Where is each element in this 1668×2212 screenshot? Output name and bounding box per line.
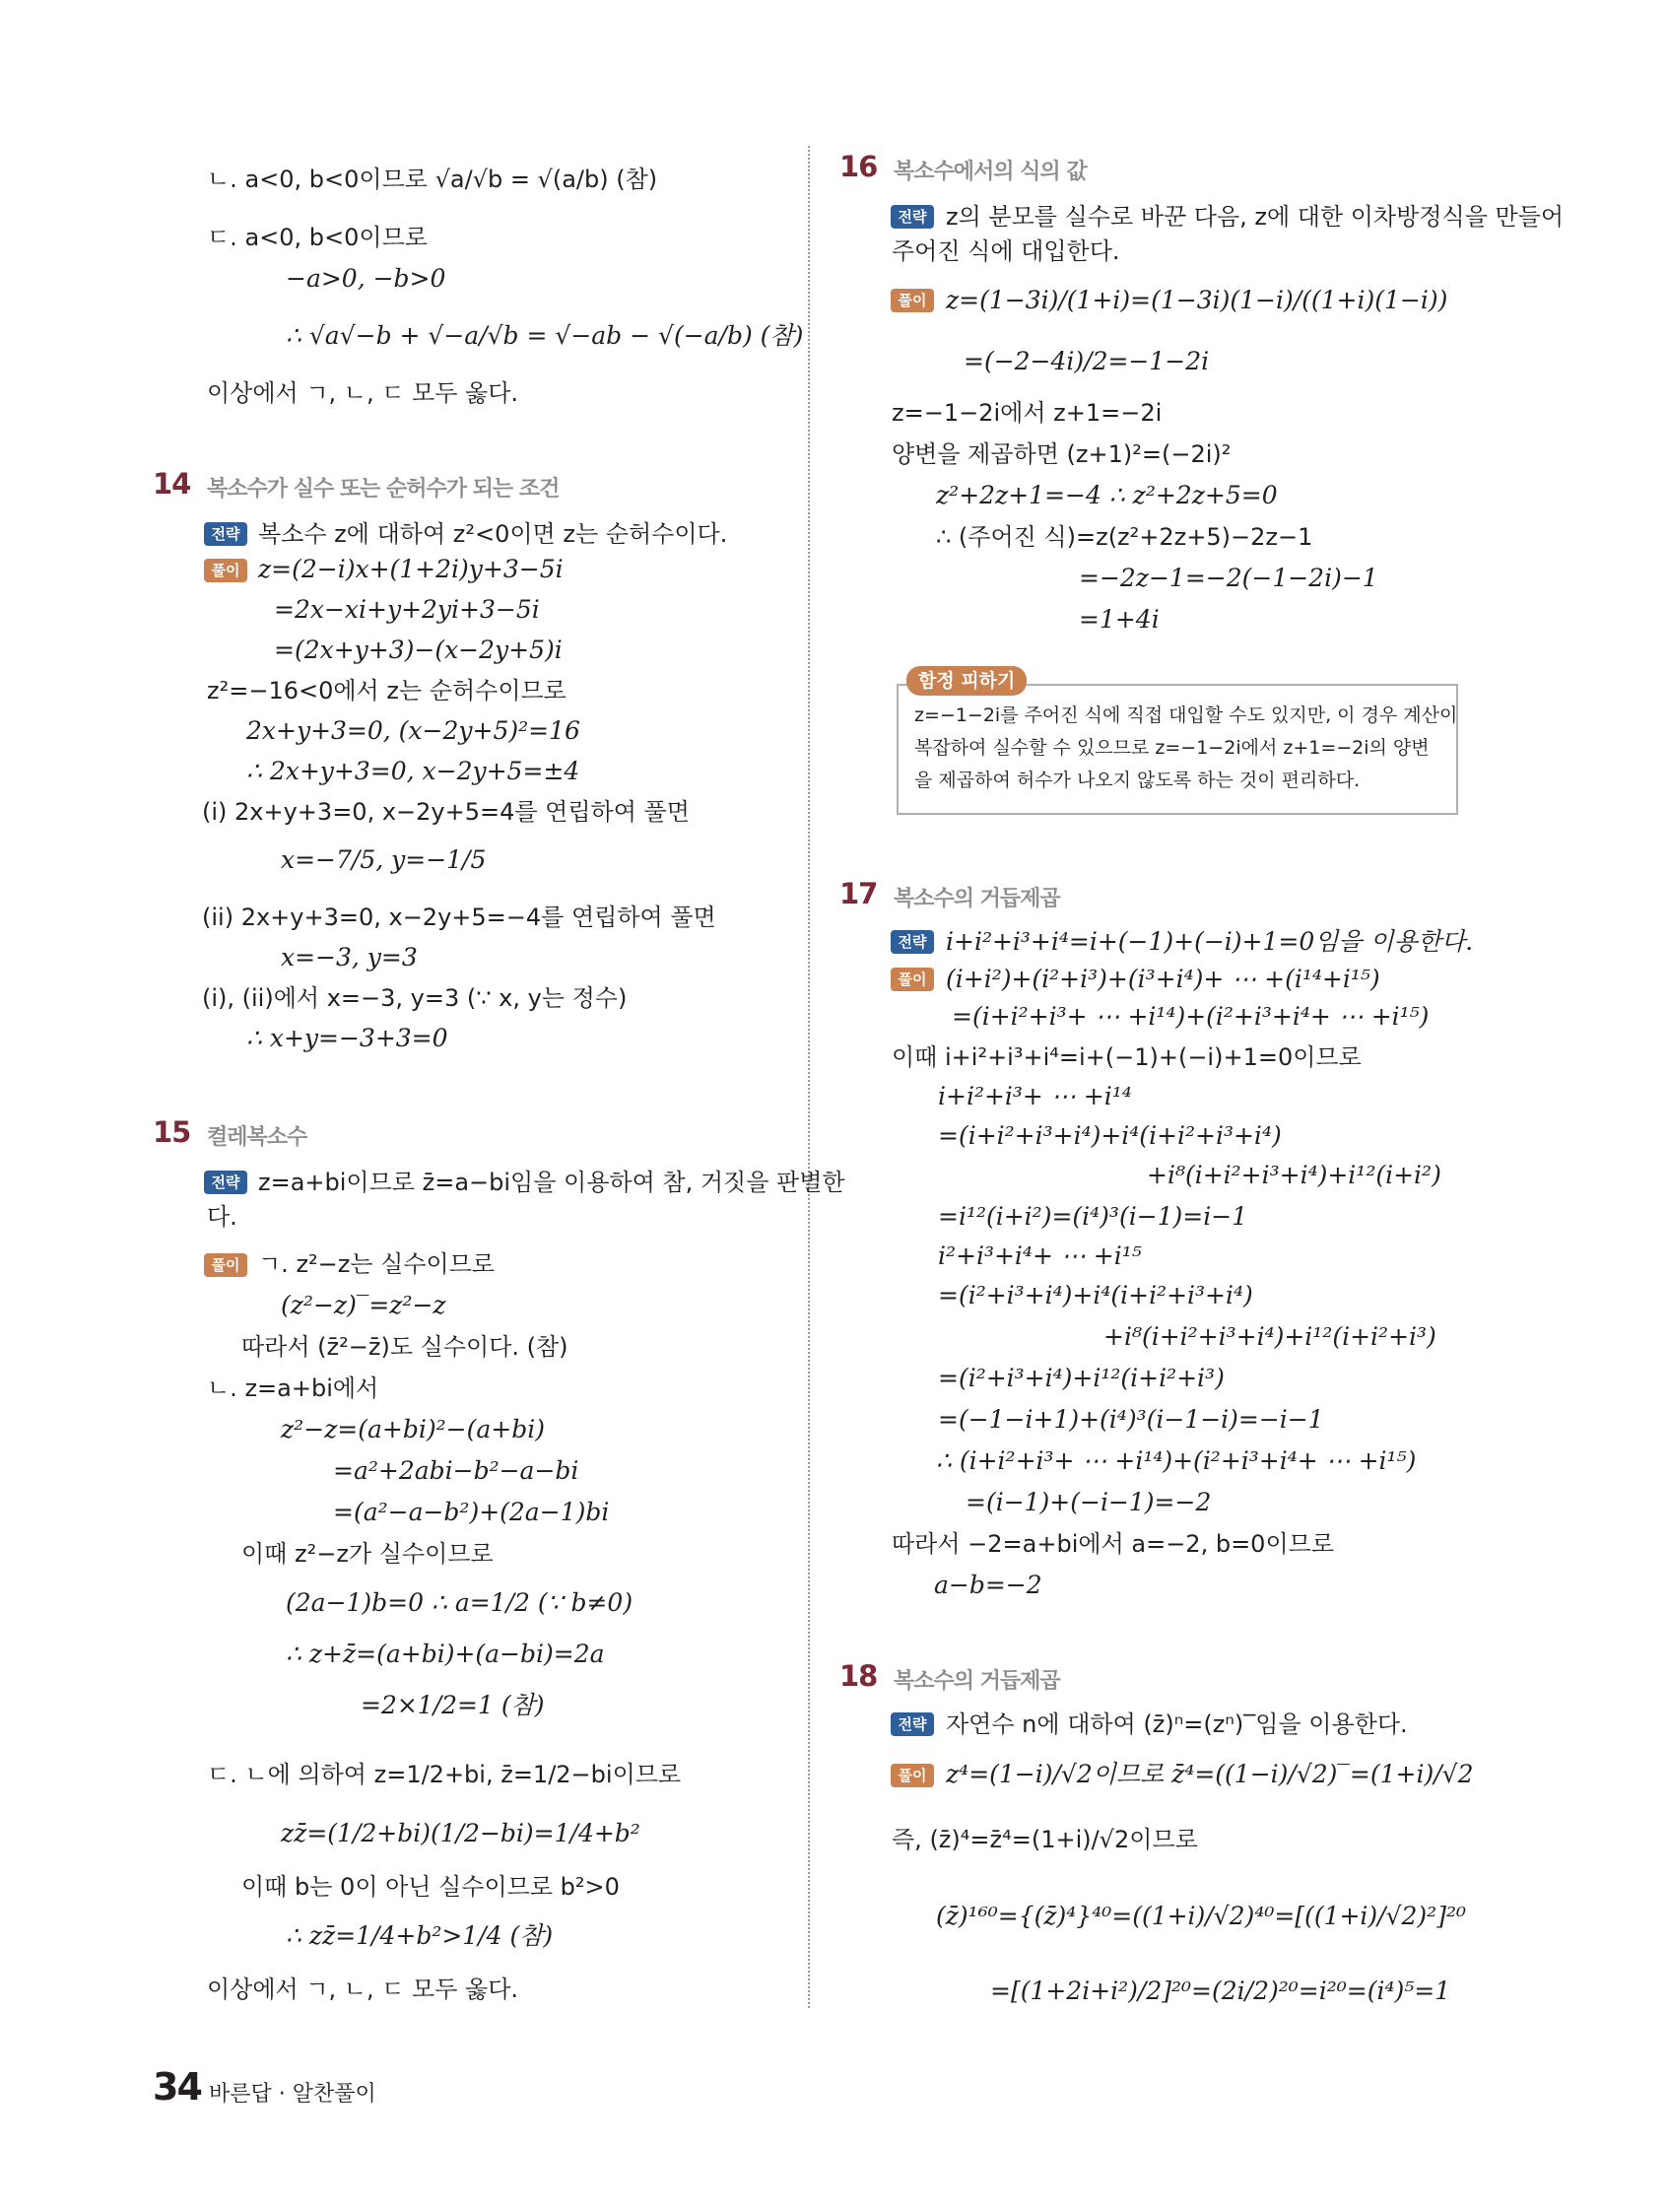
solution-line: =(i+i²+i³+ ⋯ +i¹⁴)+(i²+i³+i⁴+ ⋯ +i¹⁵)	[952, 1002, 1430, 1031]
solution-line: =(i+i²+i³+i⁴)+i⁴(i+i²+i³+i⁴)	[938, 1121, 1282, 1150]
section-number: 14	[153, 467, 191, 501]
strategy-text: i+i²+i³+i⁴=i+(−1)+(−i)+1=0임을 이용한다.	[946, 927, 1474, 956]
strategy-badge: 전략	[891, 205, 934, 229]
solution-line: =−2z−1=−2(−1−2i)−1	[1079, 564, 1378, 592]
solution-line: =i¹²(i+i²)=(i⁴)³(i−1)=i−1	[938, 1202, 1248, 1231]
solution-line: =2×1/2=1 (참)	[361, 1691, 545, 1719]
solution-line: 이상에서 ㄱ, ㄴ, ㄷ 모두 옳다.	[207, 1976, 519, 2003]
solution-line: =1+4i	[1079, 605, 1160, 634]
solution-line: ∴ 2x+y+3=0, x−2y+5=±4	[246, 757, 580, 785]
tip-label: 함정 피하기	[906, 666, 1027, 696]
solution-line: ∴ (i+i²+i³+ ⋯ +i¹⁴)+(i²+i³+i⁴+ ⋯ +i¹⁵)	[936, 1446, 1417, 1475]
solution-line: x=−7/5, y=−1/5	[281, 845, 487, 874]
solution-line: z=(2−i)x+(1+2i)y+3−5i	[258, 555, 564, 583]
solution-line: =(i²+i³+i⁴)+i⁴(i+i²+i³+i⁴)	[938, 1281, 1253, 1309]
intro-line: ∴ √a√−b + √−a/√b = √−ab − √(−a/b) (참)	[286, 321, 804, 350]
solution-line: z²=−16<0에서 z는 순허수이므로	[207, 677, 567, 704]
section-title: 복소수의 거듭제곱	[894, 1669, 1060, 1694]
solution-line: ∴ z+z̄=(a+bi)+(a−bi)=2a	[286, 1640, 605, 1668]
solution-line: i+i²+i³+ ⋯ +i¹⁴	[938, 1082, 1132, 1110]
strategy-text: 자연수 n에 대하여 (z̄)ⁿ=(zⁿ)‾임을 이용한다.	[946, 1710, 1408, 1738]
solve-badge: 풀이	[891, 289, 934, 312]
strategy-text: z=a+bi이므로 z̄=a−bi임을 이용하여 참, 거짓을 판별한	[258, 1169, 845, 1196]
strategy-text: 다.	[207, 1203, 237, 1231]
solution-line: (i) 2x+y+3=0, x−2y+5=4를 연립하여 풀면	[202, 798, 690, 826]
strategy-text: 복소수 z에 대하여 z²<0이면 z는 순허수이다.	[258, 520, 728, 548]
section-title: 복소수가 실수 또는 순허수가 되는 조건	[207, 477, 560, 502]
solution-line: +i⁸(i+i²+i³+i⁴)+i¹²(i+i²)	[1147, 1161, 1441, 1189]
solution-line: (z²−z)‾=z²−z	[281, 1291, 446, 1319]
solution-line: 즉, (z̄)⁴=z̄⁴=(1+i)/√2이므로	[892, 1826, 1198, 1853]
solution-line: z=−1−2i에서 z+1=−2i	[892, 399, 1163, 427]
solution-line: ∴ x+y=−3+3=0	[246, 1024, 448, 1052]
section-number: 15	[153, 1115, 191, 1149]
strategy-badge: 전략	[204, 522, 247, 546]
strategy-badge: 전략	[204, 1171, 247, 1194]
solution-line: =(i²+i³+i⁴)+i¹²(i+i²+i³)	[938, 1364, 1225, 1392]
solution-line: (i), (ii)에서 x=−3, y=3 (∵ x, y는 정수)	[202, 984, 628, 1012]
intro-line: ㄴ. a<0, b<0이므로 √a/√b = √(a/b) (참)	[207, 166, 658, 193]
intro-line: −a>0, −b>0	[286, 264, 446, 293]
solution-line: ㄷ. ㄴ에 의하여 z=1/2+bi, z̄=1/2−bi이므로	[207, 1761, 682, 1788]
tip-line: 복잡하여 실수할 수 있으므로 z=−1−2i에서 z+1=−2i의 양변	[914, 737, 1430, 759]
solution-line: ∴ (주어진 식)=z(z²+2z+5)−2z−1	[936, 523, 1313, 551]
solution-line: =2x−xi+y+2yi+3−5i	[274, 595, 540, 624]
solution-line: x=−3, y=3	[281, 943, 418, 972]
solve-badge: 풀이	[204, 1253, 247, 1277]
solution-line: i²+i³+i⁴+ ⋯ +i¹⁵	[938, 1241, 1142, 1270]
solution-line: zz̄=(1/2+bi)(1/2−bi)=1/4+b²	[281, 1819, 640, 1847]
section-title: 켤레복소수	[207, 1125, 307, 1150]
solve-badge: 풀이	[891, 968, 934, 991]
solution-line: (ii) 2x+y+3=0, x−2y+5=−4를 연립하여 풀면	[202, 904, 716, 931]
solution-line: 양변을 제곱하면 (z+1)²=(−2i)²	[892, 440, 1232, 468]
intro-line: 이상에서 ㄱ, ㄴ, ㄷ 모두 옳다.	[207, 379, 519, 407]
solution-line: 따라서 (z̄²−z̄)도 실수이다. (참)	[241, 1333, 568, 1361]
solution-line: =[(1+2i+i²)/2]²⁰=(2i/2)²⁰=i²⁰=(i⁴)⁵=1	[990, 1977, 1451, 2005]
solution-line: 이때 z²−z가 실수이므로	[241, 1540, 494, 1568]
solution-line: =a²+2abi−b²−a−bi	[333, 1456, 579, 1485]
solution-line: z²+2z+1=−4 ∴ z²+2z+5=0	[936, 481, 1278, 509]
solution-line: =(−1−i+1)+(i⁴)³(i−1−i)=−i−1	[938, 1405, 1324, 1434]
section-number: 17	[839, 877, 878, 910]
solution-line: =(2x+y+3)−(x−2y+5)i	[274, 636, 563, 664]
solution-line: (z̄)¹⁶⁰={(z̄)⁴}⁴⁰=((1+i)/√2)⁴⁰=[((1+i)/√2)²]²⁰	[936, 1902, 1467, 1930]
page-number: 34	[153, 2065, 201, 2109]
strategy-badge: 전략	[891, 930, 934, 954]
solution-line: z⁴=(1−i)/√2이므로 z̄⁴=((1−i)/√2)‾=(1+i)/√2	[946, 1760, 1474, 1788]
tip-line: 을 제곱하여 허수가 나오지 않도록 하는 것이 편리하다.	[914, 770, 1361, 791]
section-title: 복소수에서의 식의 값	[894, 160, 1087, 184]
strategy-badge: 전략	[891, 1712, 934, 1736]
intro-line: ㄷ. a<0, b<0이므로	[207, 224, 428, 251]
solve-badge: 풀이	[891, 1764, 934, 1787]
solution-line: 2x+y+3=0, (x−2y+5)²=16	[246, 716, 580, 745]
solution-line: ㄴ. z=a+bi에서	[207, 1374, 379, 1402]
section-number: 16	[839, 150, 878, 183]
solution-line: +i⁸(i+i²+i³+i⁴)+i¹²(i+i²+i³)	[1103, 1322, 1436, 1351]
strategy-text: z의 분모를 실수로 바꾼 다음, z에 대한 이차방정식을 만들어	[946, 203, 1565, 231]
column-divider	[808, 146, 810, 2008]
solution-line: =(−2−4i)/2=−1−2i	[964, 347, 1210, 375]
solution-line: 이때 i+i²+i³+i⁴=i+(−1)+(−i)+1=0이므로	[892, 1043, 1362, 1071]
solution-line: =(a²−a−b²)+(2a−1)bi	[333, 1498, 610, 1526]
solution-line: z=(1−3i)/(1+i)=(1−3i)(1−i)/((1+i)(1−i))	[946, 286, 1448, 314]
solution-line: ㄱ. z²−z는 실수이므로	[258, 1250, 496, 1278]
solution-line: =(i−1)+(−i−1)=−2	[966, 1488, 1212, 1516]
section-number: 18	[839, 1659, 878, 1693]
section-title: 복소수의 거듭제곱	[894, 887, 1060, 911]
solve-badge: 풀이	[204, 559, 247, 582]
strategy-text: 주어진 식에 대입한다.	[892, 237, 1120, 265]
solution-line: (2a−1)b=0 ∴ a=1/2 (∵ b≠0)	[286, 1588, 634, 1617]
solution-line: z²−z=(a+bi)²−(a+bi)	[281, 1415, 545, 1443]
footer-label: 바른답 · 알찬풀이	[209, 2082, 376, 2107]
solution-line: (i+i²)+(i²+i³)+(i³+i⁴)+ ⋯ +(i¹⁴+i¹⁵)	[946, 965, 1380, 993]
tip-line: z=−1−2i를 주어진 식에 직접 대입할 수도 있지만, 이 경우 계산이	[914, 704, 1458, 726]
solution-line: ∴ zz̄=1/4+b²>1/4 (참)	[286, 1921, 554, 1950]
solution-line: 이때 b는 0이 아닌 실수이므로 b²>0	[241, 1873, 620, 1901]
solution-line: a−b=−2	[934, 1571, 1042, 1599]
solution-line: 따라서 −2=a+bi에서 a=−2, b=0이므로	[892, 1530, 1335, 1558]
